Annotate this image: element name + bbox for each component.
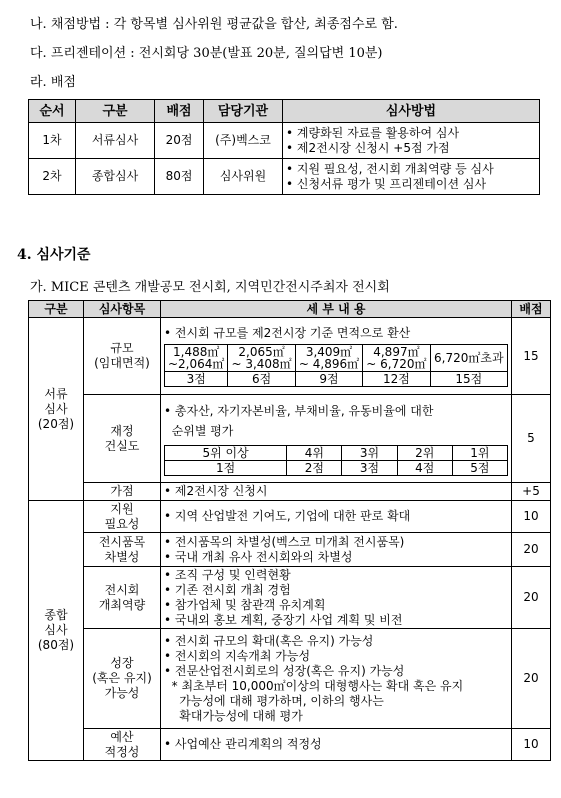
detail-text: • 총자산, 자기자본비율, 부채비율, 유동비율에 대한 순위별 평가 [164, 404, 434, 438]
method-cell [283, 123, 540, 159]
points-cell: 4점 [397, 461, 452, 476]
rank-cell: 1위 [452, 446, 507, 461]
table-row [29, 567, 551, 629]
item-cell: 지원 필요성 [84, 501, 161, 533]
range-cell: 4,897㎡ ~ 6,720㎡ [363, 344, 430, 371]
method-line: • 제2전시장 신청시 +5점 가점 [286, 140, 450, 155]
item-cell: 성장 (혹은 유지) 가능성 [84, 629, 161, 729]
item-cell: 규모 (임대면적) [84, 318, 161, 395]
type-cell: 서류심사 [76, 123, 155, 159]
score-cell: 80점 [155, 159, 204, 195]
table-row [29, 123, 540, 159]
points-cell: 6점 [228, 371, 295, 386]
item-cell: 전시회 개최역량 [84, 567, 161, 629]
item-cell: 예산 적정성 [84, 729, 161, 761]
table-row [29, 629, 551, 729]
score-cell: 5 [512, 395, 551, 483]
order-cell: 2차 [29, 159, 76, 195]
rank-cell: 5위 이상 [165, 446, 287, 461]
detail-cell: • 전시품목의 차별성(벡스코 미개최 전시품목) • 국내 개최 유사 전시회와의 차별성 [161, 533, 512, 567]
score-cell: 20 [512, 567, 551, 629]
points-cell: 1점 [165, 461, 287, 476]
item-cell: 재정 건실도 [84, 395, 161, 483]
points-cell: 3점 [342, 461, 397, 476]
detail-cell: • 제2전시장 신청시 [161, 483, 512, 501]
range-cell: 2,065㎡ ~ 3,408㎡ [228, 344, 295, 371]
method-line: • 계량화된 자료를 활용하여 심사 [286, 125, 460, 140]
detail-cell: • 사업예산 관리계획의 적정성 [161, 729, 512, 761]
scale-subtable [164, 344, 508, 387]
table-row [29, 729, 551, 761]
range-cell: 6,720㎡초과 [430, 344, 507, 371]
detail-cell [161, 395, 512, 483]
score-cell: 10 [512, 729, 551, 761]
detail-cell [161, 318, 512, 395]
scoring-method-line: 나. 채점방법 : 각 항목별 심사위원 평균값을 합산, 최종점수로 함. [30, 17, 398, 32]
type-cell: 종합심사 [76, 159, 155, 195]
detail-text: • 전시회 규모를 제2전시장 기준 면적으로 환산 [164, 325, 411, 340]
range-cell: 3,409㎡ ~ 4,896㎡ [295, 344, 362, 371]
detail-cell: • 조직 구성 및 인력현황 • 기존 전시회 개최 경험 • 참가업체 및 참관객 유치계획 • 국내외 홍보 계획, 중장기 사업 계획 및 비전 [161, 567, 512, 629]
section-title: 4. 심사기준 [17, 247, 91, 263]
col-item: 심사항목 [84, 301, 161, 318]
score-cell: +5 [512, 483, 551, 501]
col-type: 구분 [76, 100, 155, 123]
allocation-line: 라. 배점 [30, 75, 76, 90]
section-subtitle: 가. MICE 콘텐츠 개발공모 전시회, 지역민간전시주최자 전시회 [30, 280, 390, 295]
points-cell: 9점 [295, 371, 362, 386]
col-group: 구분 [29, 301, 84, 318]
score-cell: 20 [512, 629, 551, 729]
table-row [29, 501, 551, 533]
range-cell: 1,488㎡ ~2,064㎡ [165, 344, 228, 371]
finance-subtable [164, 445, 508, 476]
col-detail: 세 부 내 용 [161, 301, 512, 318]
table-row [29, 318, 551, 395]
rank-cell: 2위 [397, 446, 452, 461]
review-stage-table [28, 99, 540, 195]
rank-cell: 4위 [287, 446, 342, 461]
method-line: • 신청서류 평가 및 프리젠테이션 심사 [286, 176, 487, 191]
item-cell: 가점 [84, 483, 161, 501]
table-row [29, 533, 551, 567]
order-cell: 1차 [29, 123, 76, 159]
group-total: 종합 심사 (80점) [29, 501, 84, 761]
col-points: 배점 [512, 301, 551, 318]
score-cell: 20점 [155, 123, 204, 159]
points-cell: 3점 [165, 371, 228, 386]
points-cell: 2점 [287, 461, 342, 476]
method-cell [283, 159, 540, 195]
criteria-table [28, 300, 551, 761]
points-cell: 15점 [430, 371, 507, 386]
org-cell: 심사위원 [204, 159, 283, 195]
presentation-line: 다. 프리젠테이션 : 전시회당 30분(발표 20분, 질의답변 10분) [30, 46, 383, 61]
score-cell: 15 [512, 318, 551, 395]
points-cell: 5점 [452, 461, 507, 476]
col-method: 심사방법 [283, 100, 540, 123]
col-order: 순서 [29, 100, 76, 123]
detail-cell: • 전시회 규모의 확대(혹은 유지) 가능성 • 전시회의 지속개최 가능성 • 전문산업전시회로의 성장(혹은 유지) 가능성 * 최초부터 10,000㎡이상의 대형행사는 확대 혹은 유지 가능성에 대해 평가하며, 이하의 행사는 확대가능성에 대해 평가 [161, 629, 512, 729]
col-score: 배점 [155, 100, 204, 123]
method-line: • 지원 필요성, 전시회 개최역량 등 심사 [286, 161, 494, 176]
org-cell: (주)벡스코 [204, 123, 283, 159]
table-row [29, 159, 540, 195]
group-document: 서류 심사 (20점) [29, 318, 84, 501]
item-cell: 전시품목 차별성 [84, 533, 161, 567]
table-row [29, 483, 551, 501]
points-cell: 12점 [363, 371, 430, 386]
table-row [29, 395, 551, 483]
score-cell: 20 [512, 533, 551, 567]
rank-cell: 3위 [342, 446, 397, 461]
col-org: 담당기관 [204, 100, 283, 123]
detail-cell: • 지역 산업발전 기여도, 기업에 대한 판로 확대 [161, 501, 512, 533]
score-cell: 10 [512, 501, 551, 533]
